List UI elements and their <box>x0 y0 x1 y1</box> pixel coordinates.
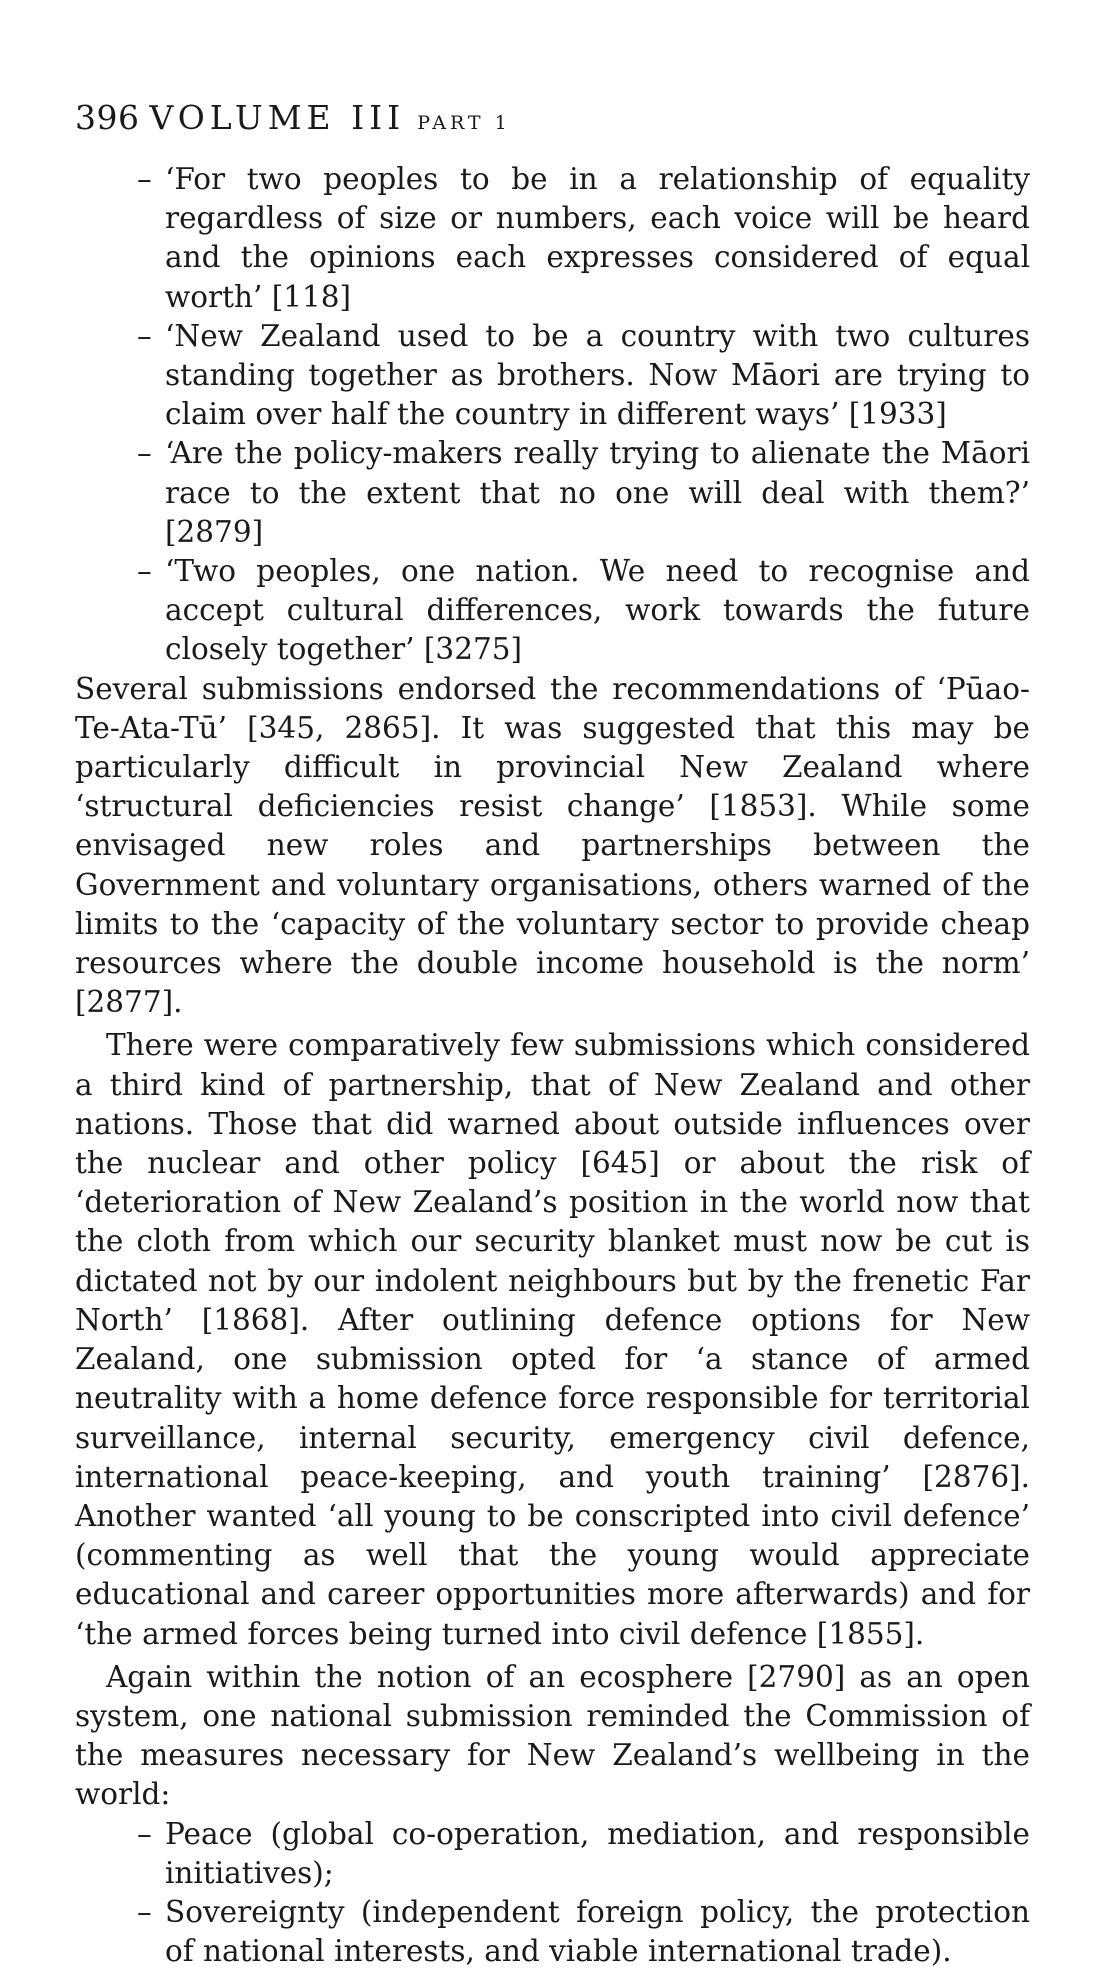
part-label: PART 1 <box>417 112 511 134</box>
measure-item: – Sovereignty (independent foreign policy, the protection of national interests, and viable international trade). <box>75 1893 1030 1971</box>
volume-label: VOLUME III <box>149 98 406 137</box>
measure-item: – Peace (global co-operation, mediation, and responsible initiatives); <box>75 1815 1030 1893</box>
quote-item: – ‘For two peoples to be in a relationship of equality regardless of size or numbers, each voice will be heard and the opinions each expresses considered of equal worth’ [118] <box>75 160 1030 317</box>
page-number: 396 <box>75 98 140 137</box>
submission-quotes-list <box>75 160 1030 670</box>
body-text <box>75 160 1030 1971</box>
quote-item: – ‘Two peoples, one nation. We need to recognise and accept cultural differences, work towards the future closely together’ [3275] <box>75 552 1030 670</box>
measures-list <box>75 1815 1030 1971</box>
paragraph-ecosphere: Again within the notion of an ecosphere [2790] as an open system, one national submission reminded the Commission of the measures necessary for New Zealand’s wellbeing in the world: <box>75 1659 1030 1812</box>
quote-item: – ‘Are the policy-makers really trying to alienate the Māori race to the extent that no one will deal with them?’ [2879] <box>75 434 1030 552</box>
running-head <box>75 98 511 137</box>
paragraph-puao-te-ata-tu: Several submissions endorsed the recommendations of ‘Pūao-Te-Ata-Tū’ [345, 2865]. It was suggested that this may be particularly difficult in provincial New Zealand where ‘structural deficiencies resist change’ [1853]. While some envisaged new roles and partnerships between the Government and voluntary organisations, others warned of the limits to the ‘capacity of the voluntary sector to provide cheap resources where the double income household is the norm’ [2877]. <box>75 671 1030 1020</box>
quote-item: – ‘New Zealand used to be a country with two cultures standing together as brothers. Now Māori are trying to claim over half the country in different ways’ [1933] <box>75 317 1030 435</box>
paragraph-partnership-nations: There were comparatively few submissions which considered a third kind of partnership, that of New Zealand and other nations. Those that did warned about outside influences over the nuclear and other policy [645] or about the risk of ‘deterioration of New Zealand’s position in the world now that the cloth from which our security blanket must now be cut is dictated not by our indolent neighbours but by the frenetic Far North’ [1868]. After outlining defence options for New Zealand, one submission opted for ‘a stance of armed neutrality with a home defence force responsible for territorial surveillance, internal security, emergency civil defence, international peace-keeping, and youth training’ [2876]. Another wanted ‘all young to be conscripted into civil defence’ (commenting as well that the young would appreciate educational and career opportunities more afterwards) and for ‘the armed forces being turned into civil defence [1855]. <box>75 1028 1030 1651</box>
